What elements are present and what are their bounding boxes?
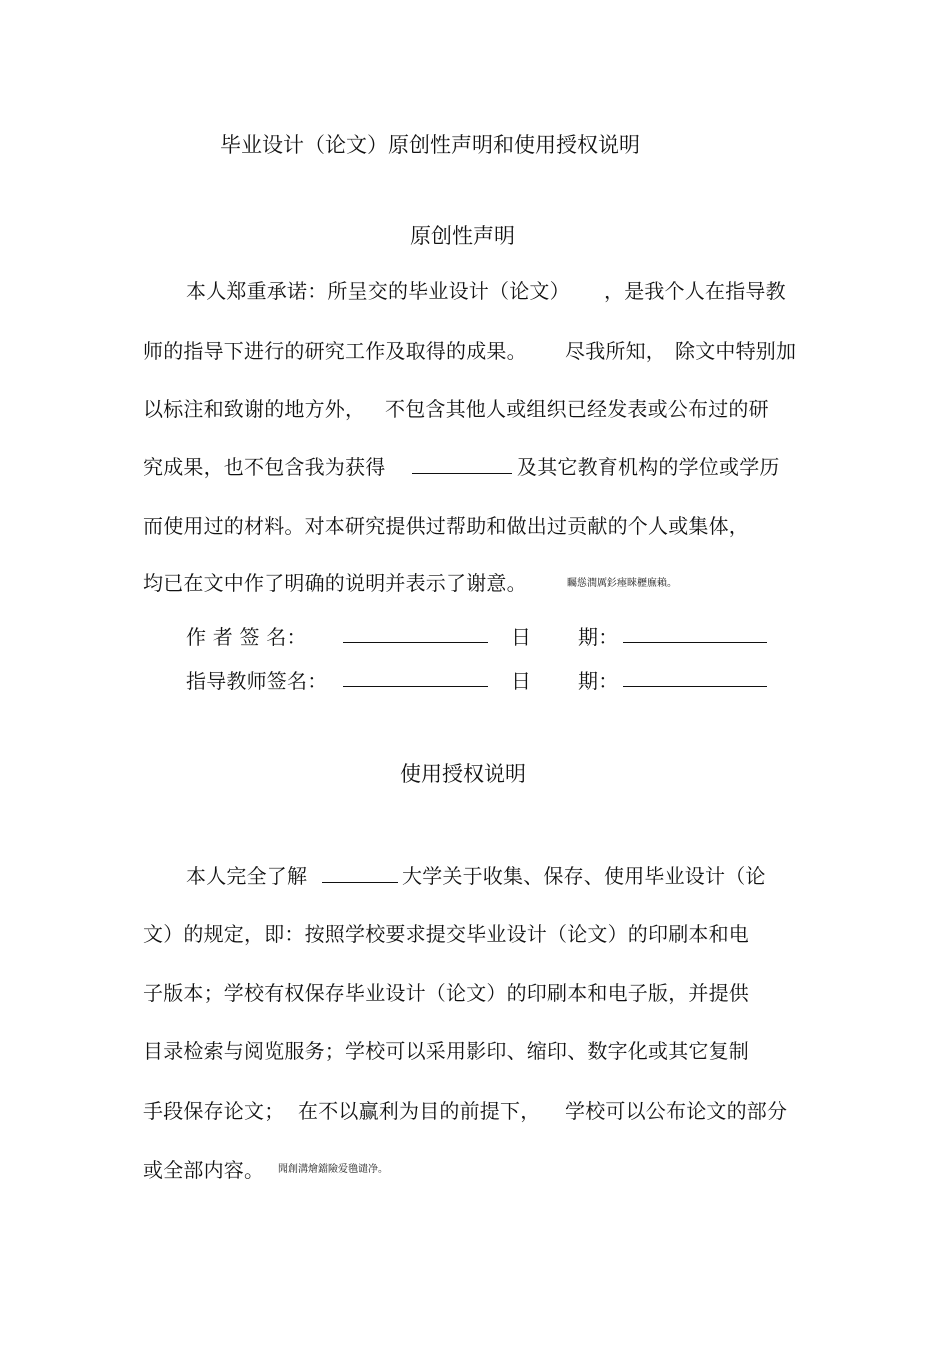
author-signature-line xyxy=(343,641,488,643)
authorization-line-5a: 手段保存论文； xyxy=(143,1099,285,1123)
originality-line-5: 而使用过的材料。对本研究提供过帮助和做出过贡献的个人或集体， xyxy=(143,514,749,538)
originality-line-3b: 不包含其他人或组织已经发表或公布过的研 xyxy=(385,397,769,421)
garbled-note-1: 矚慫潤厲釤瘞睞櫪廡賴。 xyxy=(567,578,677,589)
advisor-date-line xyxy=(623,685,767,687)
advisor-signature-label: 指导教师签名： xyxy=(186,669,328,693)
advisor-signature-line xyxy=(343,685,488,687)
authorization-line-1b: 大学关于收集、保存、使用毕业设计（论 xyxy=(402,864,766,888)
authorization-line-6: 或全部内容。 xyxy=(143,1158,265,1182)
authorization-line-1a: 本人完全了解 xyxy=(186,864,308,888)
authorization-line-5c: 学校可以公布论文的部分 xyxy=(565,1099,788,1123)
author-signature-label: 作 者 签 名： xyxy=(186,625,307,649)
institution-blank xyxy=(412,472,512,474)
university-blank xyxy=(322,881,398,883)
author-date-line xyxy=(623,641,767,643)
originality-heading: 原创性声明 xyxy=(410,224,515,248)
originality-line-2c: 除文中特别加 xyxy=(675,339,797,363)
originality-line-6: 均已在文中作了明确的说明并表示了谢意。 xyxy=(143,571,527,595)
date-label-period-1: 期： xyxy=(578,625,619,649)
originality-line-1b: ，是我个人在指导教 xyxy=(604,279,786,303)
authorization-line-4: 目录检索与阅览服务；学校可以采用影印、缩印、数字化或其它复制 xyxy=(143,1039,749,1063)
authorization-heading: 使用授权说明 xyxy=(400,762,526,786)
originality-line-2a: 师的指导下进行的研究工作及取得的成果。 xyxy=(143,339,527,363)
authorization-line-2: 文）的规定，即：按照学校要求提交毕业设计（论文）的印刷本和电 xyxy=(143,922,749,946)
garbled-note-2: 聞創溝燴鐺險爱氇谴净。 xyxy=(278,1164,388,1175)
date-label-day-2: 日 xyxy=(511,669,532,693)
originality-line-4b: 及其它教育机构的学位或学历 xyxy=(517,455,780,479)
originality-line-2b: 尽我所知， xyxy=(565,339,666,363)
authorization-line-5b: 在不以赢利为目的前提下， xyxy=(298,1099,541,1123)
document-title: 毕业设计（论文）原创性声明和使用授权说明 xyxy=(220,133,640,157)
date-label-period-2: 期： xyxy=(578,669,619,693)
originality-line-3a: 以标注和致谢的地方外， xyxy=(143,397,366,421)
date-label-day-1: 日 xyxy=(511,625,532,649)
originality-line-4a: 究成果，也不包含我为获得 xyxy=(143,455,386,479)
originality-line-1a: 本人郑重承诺：所呈交的毕业设计（论文） xyxy=(186,279,570,303)
authorization-line-3: 子版本；学校有权保存毕业设计（论文）的印刷本和电子版，并提供 xyxy=(143,981,749,1005)
